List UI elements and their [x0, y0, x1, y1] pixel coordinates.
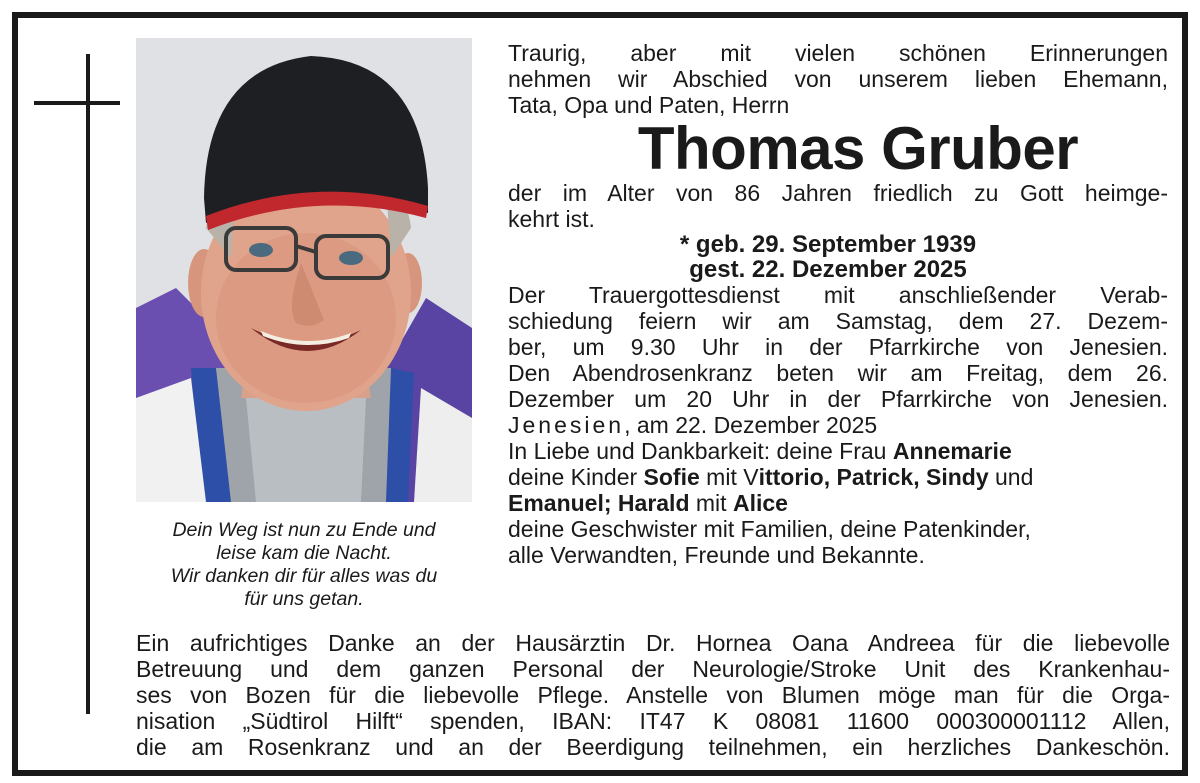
- verse-line: Dein Weg ist nun zu Ende und: [172, 519, 436, 541]
- verse-line: für uns getan.: [244, 588, 364, 610]
- age-text: [508, 180, 1168, 232]
- place-date: [508, 412, 1168, 438]
- family-line: [508, 490, 1168, 516]
- thanks-paragraph: [136, 630, 1170, 760]
- announcement-column: [508, 40, 1168, 568]
- wife-name: Annemarie: [892, 438, 1012, 464]
- child-name: Sofie: [643, 464, 700, 490]
- child-names: Emanuel; Harald: [508, 490, 690, 516]
- service-line: Den Abendrosenkranz beten wir am Freitag, dem 26.: [508, 360, 1168, 386]
- family-list: [508, 438, 1168, 568]
- thanks-line: die am Rosenkranz und an der Beerdigung teilnehmen, ein herzliches Dankeschön.: [136, 734, 1170, 760]
- family-text: mit V: [699, 464, 759, 490]
- family-text: und: [988, 464, 1034, 490]
- family-text: In Liebe und Dankbarkeit: deine Frau: [508, 438, 893, 464]
- partner-name: Alice: [732, 490, 788, 516]
- family-text: mit: [689, 490, 733, 516]
- portrait-photo: [136, 38, 472, 502]
- family-line: [508, 438, 1168, 464]
- death-date: gest. 22. Dezember 2025: [689, 256, 967, 283]
- family-line: [508, 464, 1168, 490]
- birth-date: * geb. 29. September 1939: [679, 231, 977, 258]
- place-town: Jenesien: [508, 412, 625, 438]
- intro-line: nehmen wir Abschied von unserem lieben Ehemann,: [508, 66, 1168, 92]
- service-info: [508, 282, 1168, 412]
- thanks-line: nisation „Südtirol Hilft“ spenden, IBAN: IT47 K 08081 11600 000300001112 Allen,: [136, 708, 1170, 734]
- life-dates: [488, 232, 1168, 282]
- family-line: alle Verwandten, Freunde und Bekannte.: [508, 542, 925, 568]
- age-line: kehrt ist.: [508, 206, 595, 232]
- service-line: Dezember um 20 Uhr in der Pfarrkirche von Jenesien.: [508, 386, 1168, 412]
- verse-line: Wir danken dir für alles was du: [170, 565, 438, 587]
- thanks-line: Ein aufrichtiges Danke an der Hausärztin Dr. Hornea Oana Andreea für die liebevolle: [136, 630, 1170, 656]
- service-line: ber, um 9.30 Uhr in der Pfarrkirche von Jenesien.: [508, 334, 1168, 360]
- place-date-text: , am 22. Dezember 2025: [624, 412, 878, 438]
- intro-text: [508, 40, 1168, 118]
- memorial-verse: [126, 519, 482, 611]
- family-text: deine Kinder: [508, 464, 644, 490]
- verse-line: leise kam die Nacht.: [216, 542, 392, 564]
- service-line: schiedung feiern wir am Samstag, dem 27. Dezem-: [508, 308, 1168, 334]
- thanks-line: Betreuung und dem ganzen Personal der Neurologie/Stroke Unit des Krankenhau-: [136, 656, 1170, 682]
- cross-vertical: [86, 54, 90, 714]
- cross-horizontal: [34, 101, 120, 105]
- thanks-line: ses von Bozen für die liebevolle Pflege. Anstelle von Blumen möge man für die Orga-: [136, 682, 1170, 708]
- family-line: deine Geschwister mit Familien, deine Patenkinder,: [508, 516, 1031, 542]
- intro-line: Tata, Opa und Paten, Herrn: [508, 92, 790, 118]
- intro-line: Traurig, aber mit vielen schönen Erinnerungen: [508, 40, 1168, 66]
- obituary-notice: [12, 12, 1188, 776]
- age-line: der im Alter von 86 Jahren friedlich zu Gott heimge-: [508, 180, 1168, 206]
- deceased-name: Thomas Gruber: [637, 115, 1079, 182]
- child-names: ittorio, Patrick, Sindy: [758, 464, 989, 490]
- service-line: Der Trauergottesdienst mit anschließender Verab-: [508, 282, 1168, 308]
